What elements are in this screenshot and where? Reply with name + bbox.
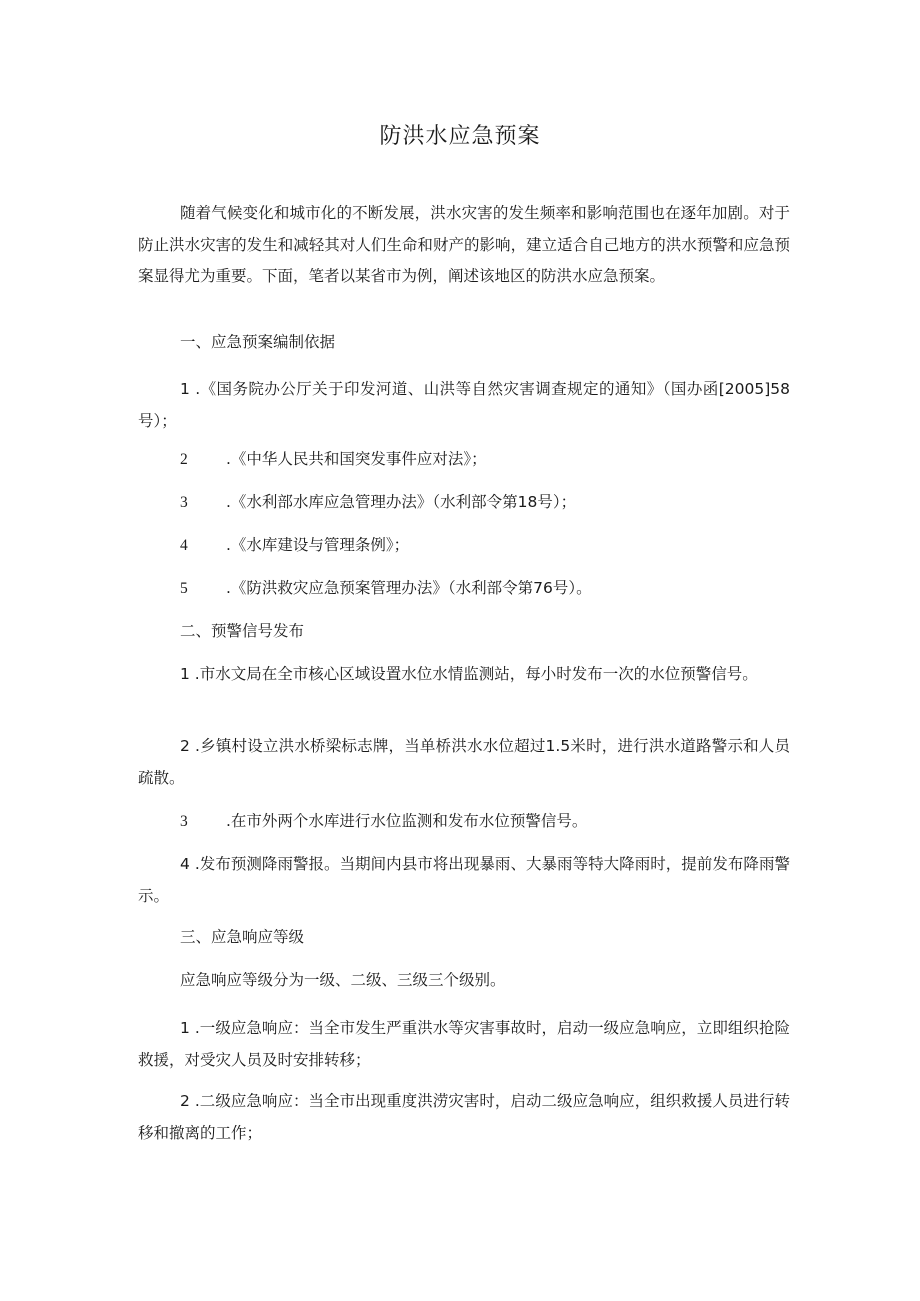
warning-item-2: 2 .乡镇村设立洪水桥梁标志牌，当单桥洪水水位超过1.5米时，进行洪水道路警示和人员疏散。 (138, 737, 790, 787)
warning-item-3-text: .在市外两个水库进行水位监测和发布水位预警信号。 (226, 812, 588, 830)
basis-item-2 (180, 444, 487, 476)
basis-item-5 (180, 573, 592, 605)
basis-item-5-text: .《防洪救灾应急预案管理办法》（水利部令第76号）。 (226, 579, 592, 597)
basis-item-4-number: 4 (180, 537, 188, 554)
warning-item-1: 1 .市水文局在全市核心区域设置水位水情监测站，每小时发布一次的水位预警信号。 (180, 665, 758, 683)
section-heading-response: 三、应急响应等级 (180, 928, 305, 946)
basis-item-4 (180, 530, 409, 562)
section-heading-warning: 二、预警信号发布 (180, 622, 305, 640)
basis-item-3-number: 3 (180, 494, 188, 511)
basis-item-1: 1 .《国务院办公厅关于印发河道、山洪等自然灾害调查规定的通知》（国办函[2005]58号）； (138, 380, 790, 430)
basis-item-2-number: 2 (180, 451, 188, 468)
section-heading-basis: 一、应急预案编制依据 (180, 333, 336, 351)
warning-item-4: 4 .发布预测降雨警报。当期间内县市将出现暴雨、大暴雨等特大降雨时，提前发布降雨警示。 (138, 855, 790, 905)
intro-paragraph: 随着气候变化和城市化的不断发展，洪水灾害的发生频率和影响范围也在逐年加剧。对于防止洪水灾害的发生和减轻其对人们生命和财产的影响，建立适合自己地方的洪水预警和应急预案显得尤为重要。下面，笔者以某省市为例，阐述该地区的防洪水应急预案。 (138, 204, 790, 285)
document-title: 防洪水应急预案 (379, 124, 541, 149)
warning-item-3-number: 3 (180, 813, 188, 830)
basis-item-2-text: .《中华人民共和国突发事件应对法》； (226, 450, 487, 468)
response-item-2: 2 .二级应急响应：当全市出现重度洪涝灾害时，启动二级应急响应，组织救援人员进行转移和撤离的工作； (138, 1092, 790, 1142)
basis-item-4-text: .《水库建设与管理条例》； (226, 536, 410, 554)
warning-item-3 (180, 806, 587, 838)
basis-item-3-text: .《水利部水库应急管理办法》（水利部令第18号）； (226, 493, 577, 511)
basis-item-5-number: 5 (180, 580, 188, 597)
response-intro: 应急响应等级分为一级、二级、三级三个级别。 (180, 971, 506, 989)
response-item-1: 1 .一级应急响应：当全市发生严重洪水等灾害事故时，启动一级应急响应，立即组织抢险救援，对受灾人员及时安排转移； (138, 1019, 790, 1069)
basis-item-3 (180, 487, 576, 519)
